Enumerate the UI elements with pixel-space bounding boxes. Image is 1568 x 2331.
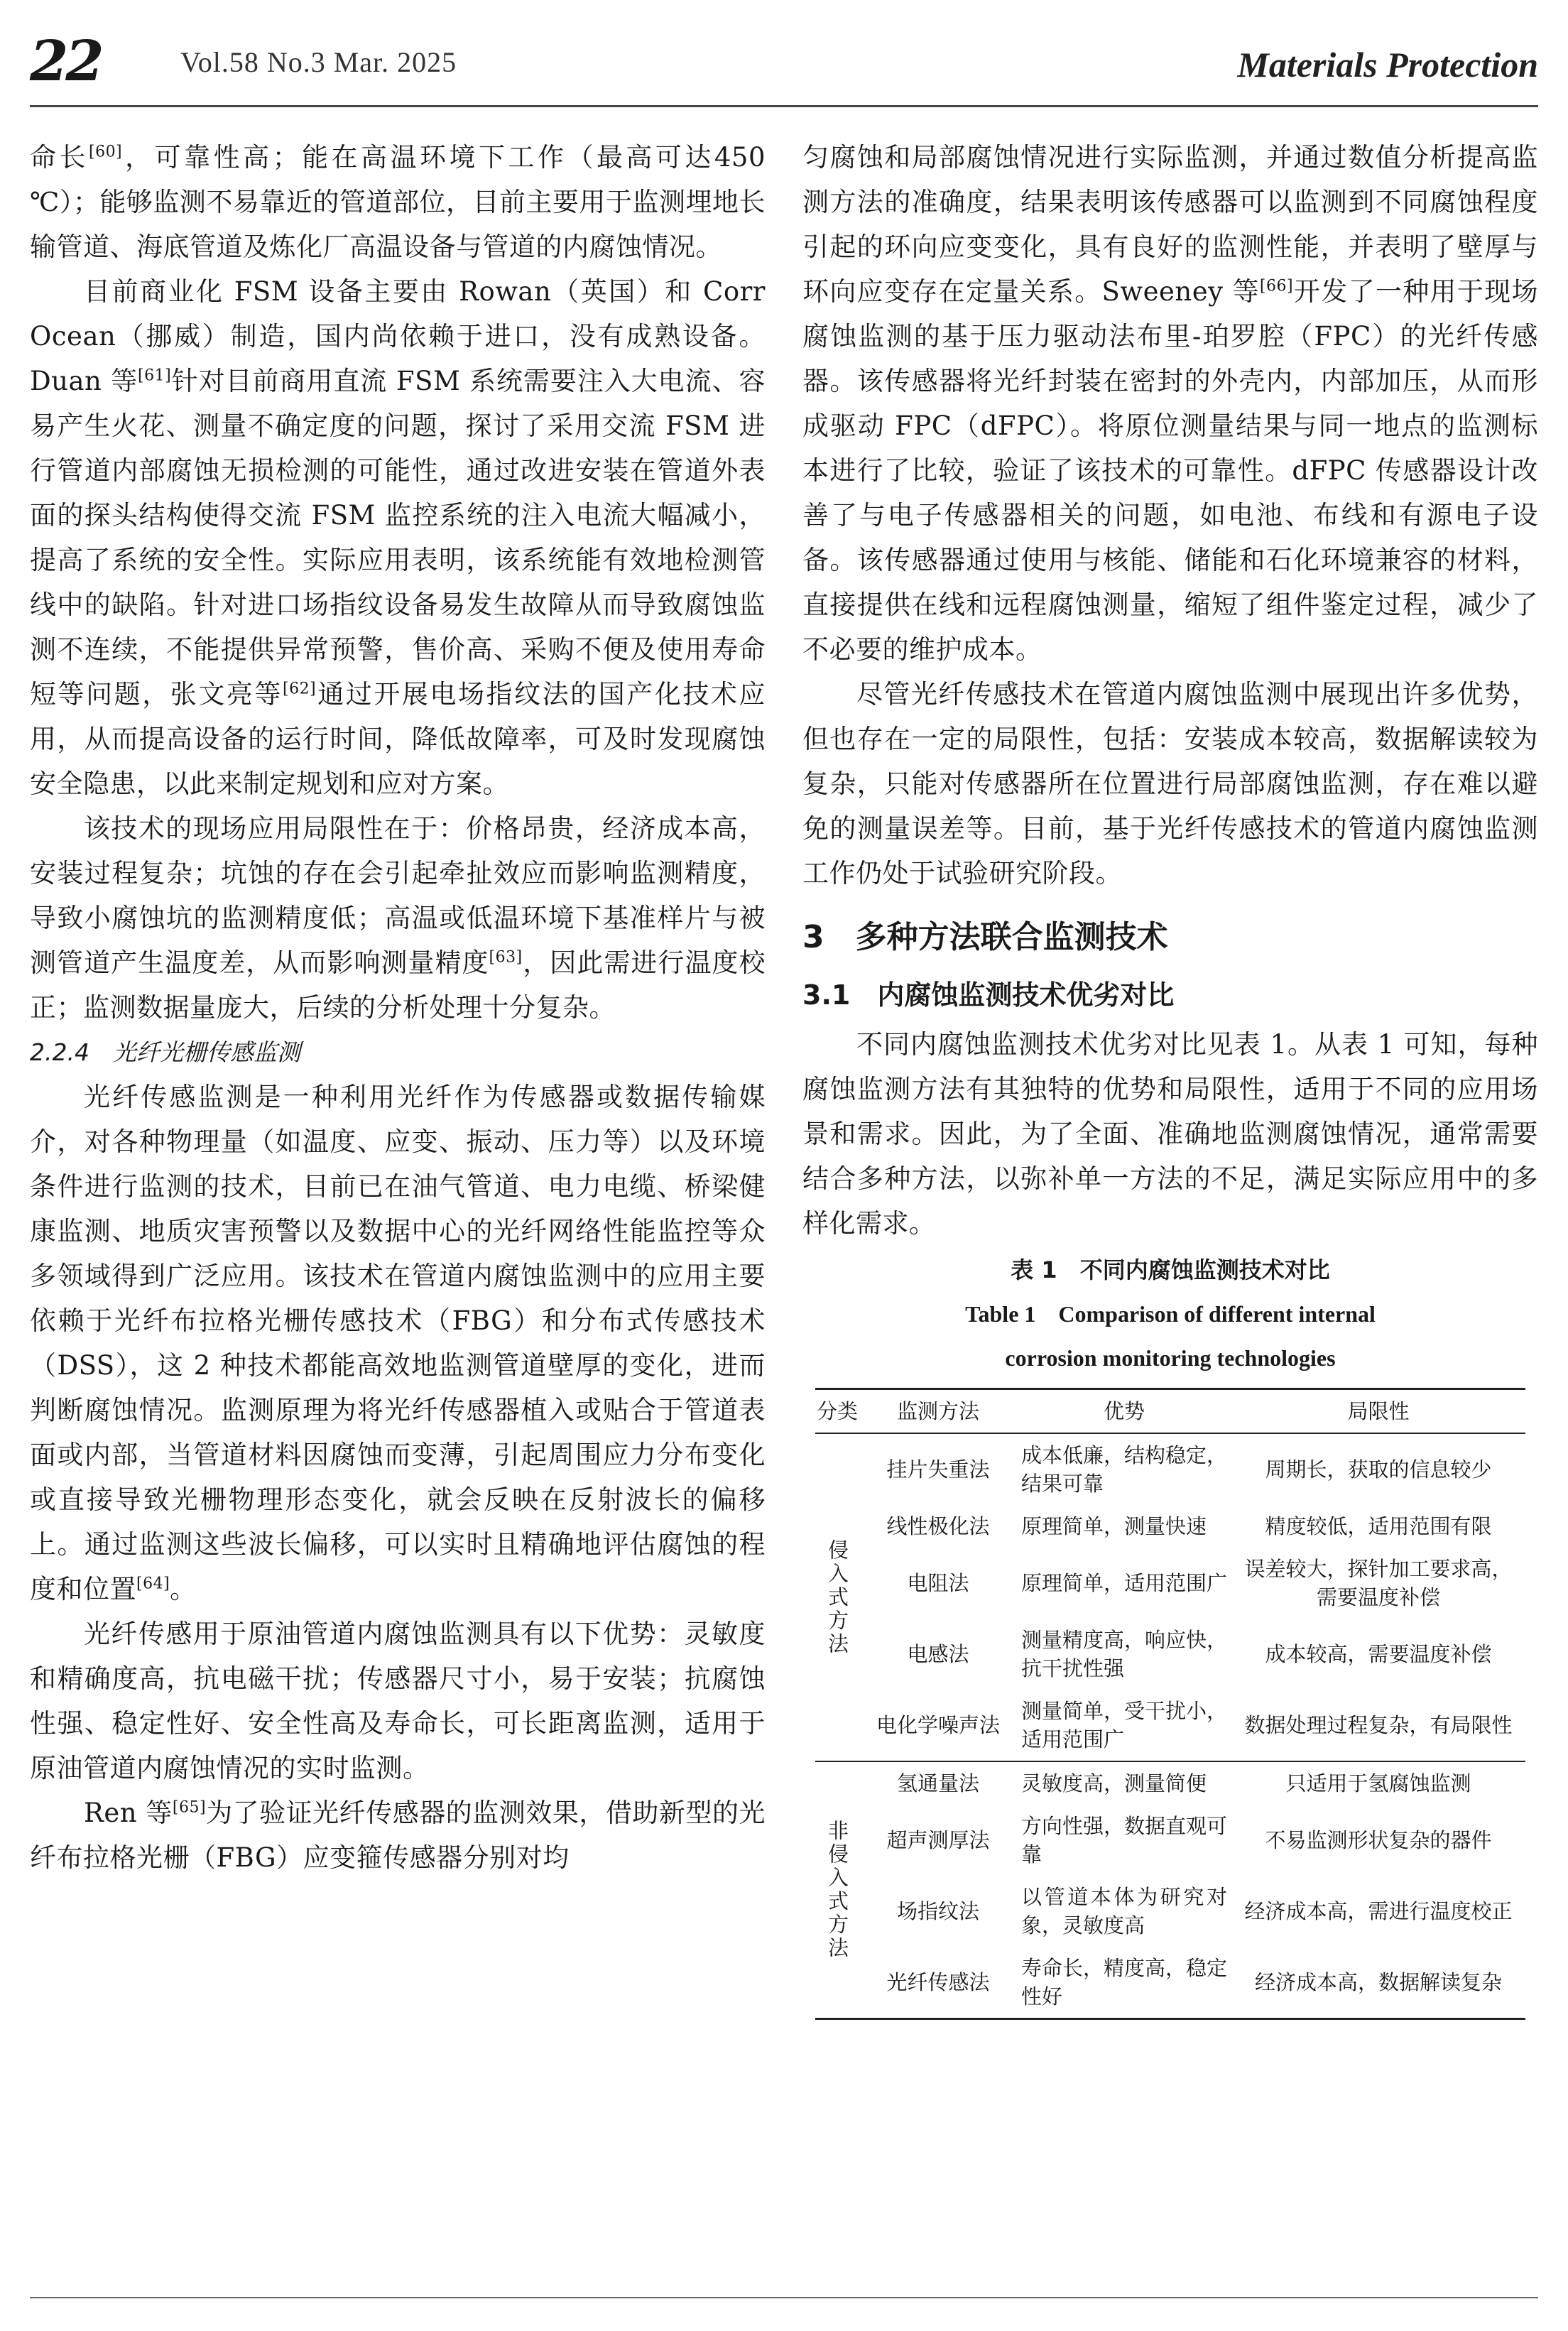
method-cell: 光纤传感法 <box>886 1970 990 1994</box>
advantage-cell: 方向性强，数据直观可靠 <box>1021 1814 1228 1867</box>
table-row <box>815 1505 1525 1548</box>
limitation-cell: 误差较大，探针加工要求高，需要温度补偿 <box>1244 1557 1513 1609</box>
paragraph: 目前商业化 FSM 设备主要由 Rowan（英国）和 Corr Ocean（挪威）制造，国内尚依赖于进口，没有成熟设备。Duan 等[61]针对目前商用直流 FSM 系统需要注入大电流、容易产生火花、测量不确定度的问题，探讨了采用交流 FSM 进行管道内部腐蚀无损检测的可能性，通过改进安装在管道外表面的探头结构使得交流 FSM 监控系统的注入电流大幅减小，提高了系统的安全性。实际应用表明，该系统能有效地检测管线中的缺陷。针对进口场指纹设备易发生故障从而导致腐蚀监测不连续，不能提供异常预警，售价高、采购不便及使用寿命短等问题，张文亮等[62]通过开展电场指纹法的国产化技术应用，从而提高设备的运行时间，降低故障率，可及时发现腐蚀安全隐患，以此来制定规划和应对方案。 <box>30 276 766 799</box>
method-cell: 挂片失重法 <box>886 1457 990 1482</box>
journal-issue-info: Vol.58 No.3 Mar. 2025 <box>180 46 457 78</box>
table-row <box>815 1761 1525 1805</box>
paragraph: 尽管光纤传感技术在管道内腐蚀监测中展现出许多优势，但也存在一定的局限性，包括：安装成本较高，数据解读较为复杂，只能对传感器所在位置进行局部腐蚀监测，存在难以避免的测量误差等。目前，基于光纤传感技术的管道内腐蚀监测工作仍处于试验研究阶段。 <box>802 679 1538 889</box>
method-cell: 线性极化法 <box>886 1514 990 1538</box>
method-cell: 氢通量法 <box>896 1771 979 1795</box>
limitation-cell: 精度较低，适用范围有限 <box>1265 1514 1492 1538</box>
advantage-cell: 成本低廉，结构稳定，结果可靠 <box>1021 1443 1228 1496</box>
category-cell: 非侵入式方法 <box>825 1820 849 1960</box>
table-header-row <box>815 1389 1525 1434</box>
header-rule <box>30 105 1538 107</box>
table-row <box>815 1619 1525 1690</box>
subsection-heading: 3.1 内腐蚀监测技术优劣对比 <box>802 979 1175 1011</box>
citation-marker: [66] <box>1259 277 1294 295</box>
method-cell: 场指纹法 <box>896 1899 979 1923</box>
limitation-cell: 经济成本高，数据解读复杂 <box>1254 1970 1502 1994</box>
method-cell: 电化学噪声法 <box>876 1713 1000 1737</box>
paragraph: 光纤传感用于原油管道内腐蚀监测具有以下优势：灵敏度和精确度高，抗电磁干扰；传感器尺寸小，易于安装；抗腐蚀性强、稳定性好、安全性高及寿命长，可长距离监测，适用于原油管道内腐蚀情况的实时监测。 <box>30 1619 766 1783</box>
table-caption-cn: 表 1 不同内腐蚀监测技术对比 <box>1011 1256 1330 1283</box>
advantage-cell: 灵敏度高，测量简便 <box>1021 1771 1207 1795</box>
table-header-cell: 优势 <box>1103 1399 1145 1423</box>
paragraph: 该技术的现场应用局限性在于：价格昂贵，经济成本高，安装过程复杂；坑蚀的存在会引起牵扯效应而影响监测精度，导致小腐蚀坑的监测精度低；高温或低温环境下基准样片与被测管道产生温度差，从而影响测量精度[63]，因此需进行温度校正；监测数据量庞大，后续的分析处理十分复杂。 <box>30 813 766 1023</box>
table-row <box>815 1876 1525 1947</box>
limitation-cell: 经济成本高，需进行温度校正 <box>1244 1899 1513 1923</box>
method-cell: 电阻法 <box>907 1571 969 1595</box>
method-cell: 电感法 <box>907 1642 969 1666</box>
table-row <box>815 1548 1525 1619</box>
comparison-table <box>815 1388 1525 2020</box>
citation-marker: [63] <box>489 948 523 967</box>
limitation-cell: 只适用于氢腐蚀监测 <box>1285 1771 1471 1795</box>
advantage-cell: 测量精度高，响应快，抗干扰性强 <box>1021 1628 1228 1680</box>
advantage-cell: 原理简单，测量快速 <box>1021 1514 1207 1538</box>
table-caption-en: Table 1 Comparison of different internal <box>965 1301 1376 1327</box>
table-header-cell: 分类 <box>816 1399 858 1423</box>
limitation-cell: 周期长，获取的信息较少 <box>1265 1457 1492 1482</box>
citation-marker: [60] <box>88 143 123 161</box>
citation-marker: [62] <box>282 680 317 698</box>
page-number: 22 <box>30 29 102 94</box>
advantage-cell: 原理简单，适用范围广 <box>1021 1571 1228 1595</box>
method-cell: 超声测厚法 <box>886 1828 990 1852</box>
left-column <box>30 135 766 1880</box>
citation-marker: [64] <box>136 1575 170 1593</box>
journal-name: Materials Protection <box>1237 45 1538 85</box>
limitation-cell: 数据处理过程复杂，有局限性 <box>1244 1713 1513 1737</box>
section-subheading: 2.2.4 光纤光栅传感监测 <box>30 1038 300 1066</box>
table-caption-en: corrosion monitoring technologies <box>1005 1345 1336 1371</box>
citation-marker: [61] <box>138 366 172 385</box>
table-row <box>815 1805 1525 1876</box>
footer-rule <box>30 2297 1538 2298</box>
table-header-cell: 局限性 <box>1347 1399 1410 1423</box>
limitation-cell: 不易监测形状复杂的器件 <box>1265 1828 1492 1852</box>
table-row <box>815 1947 1525 2019</box>
paragraph: Ren 等[65]为了验证光纤传感器的监测效果，借助新型的光纤布拉格光栅（FBG）应变箍传感器分别对均 <box>30 1798 766 1873</box>
citation-marker: [65] <box>172 1798 207 1817</box>
table-row <box>815 1433 1525 1505</box>
advantage-cell: 以管道本体为研究对象，灵敏度高 <box>1021 1885 1227 1938</box>
paragraph: 命长[60]，可靠性高；能在高温环境下工作（最高可达450 ℃）；能够监测不易靠近的管道部位，目前主要用于监测埋地长输管道、海底管道及炼化厂高温设备与管道的内腐蚀情况。 <box>30 142 766 262</box>
limitation-cell: 成本较高，需要温度补偿 <box>1265 1642 1492 1666</box>
table-row <box>815 1690 1525 1761</box>
paragraph: 不同内腐蚀监测技术优劣对比见表 1。从表 1 可知，每种腐蚀监测方法有其独特的优势和局限性，适用于不同的应用场景和需求。因此，为了全面、准确地监测腐蚀情况，通常需要结合多种方法，以弥补单一方法的不足，满足实际应用中的多样化需求。 <box>802 1029 1538 1239</box>
category-cell: 侵入式方法 <box>825 1538 849 1656</box>
advantage-cell: 寿命长，精度高，稳定性好 <box>1021 1956 1228 2009</box>
paragraph: 匀腐蚀和局部腐蚀情况进行实际监测，并通过数值分析提高监测方法的准确度，结果表明该传感器可以监测到不同腐蚀程度引起的环向应变变化，具有良好的监测性能，并表明了壁厚与环向应变存在定量关系。Sweeney 等[66]开发了一种用于现场腐蚀监测的基于压力驱动法布里-珀罗腔（FPC）的光纤传感器。该传感器将光纤封装在密封的外壳内，内部加压，从而形成驱动 FPC（dFPC）。将原位测量结果与同一地点的监测标本进行了比较，验证了该技术的可靠性。dFPC 传感器设计改善了与电子传感器相关的问题，如电池、布线和有源电子设备。该传感器通过使用与核能、储能和石化环境兼容的材料，直接提供在线和远程腐蚀测量，缩短了组件鉴定过程，减少了不必要的维护成本。 <box>802 142 1539 665</box>
section-heading: 3 多种方法联合监测技术 <box>802 919 1168 955</box>
right-column <box>802 135 1538 2020</box>
page-header <box>30 30 1538 94</box>
table-header-cell: 监测方法 <box>896 1399 979 1423</box>
paragraph: 光纤传感监测是一种利用光纤作为传感器或数据传输媒介，对各种物理量（如温度、应变、振动、压力等）以及环境条件进行监测的技术，目前已在油气管道、电力电缆、桥梁健康监测、地质灾害预警以及数据中心的光纤网络性能监控等众多领域得到广泛应用。该技术在管道内腐蚀监测中的应用主要依赖于光纤布拉格光栅传感技术（FBG）和分布式传感技术（DSS），这 2 种技术都能高效地监测管道壁厚的变化，进而判断腐蚀情况。监测原理为将光纤传感器植入或贴合于管道表面或内部，当管道材料因腐蚀而变薄，引起周围应力分布变化或直接导致光栅物理形态变化，就会反映在反射波长的偏移上。通过监测这些波长偏移，可以实时且精确地评估腐蚀的程度和位置[64]。 <box>30 1082 766 1604</box>
advantage-cell: 测量简单，受干扰小，适用范围广 <box>1021 1699 1228 1751</box>
